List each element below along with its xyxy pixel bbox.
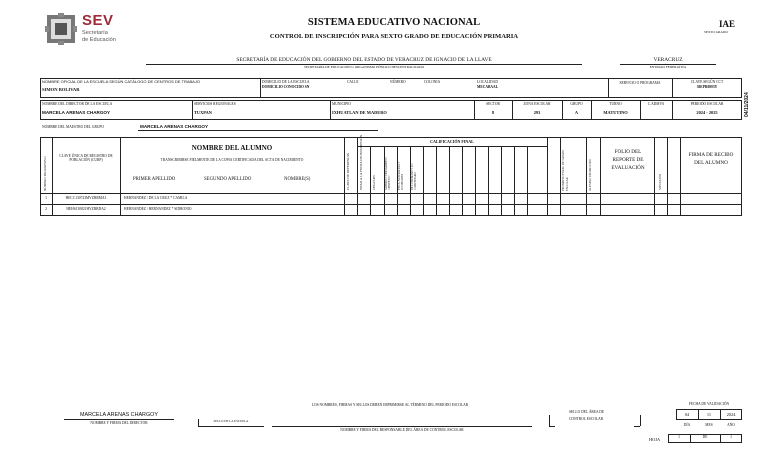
school-name-label: NOMBRE OFICIAL DE LA ESCUELA SEGÚN CATÁLOGO DE CENTROS DE TRABAJO [42,79,200,84]
sev-logo-line2: de Educación [82,37,116,43]
sev-logo-line1: Secretaría [82,30,108,36]
curp-header: CLAVE ÚNICA DE REGISTRO DE POBLACIÓN (CURP) [59,154,113,162]
sev-logo-text: SEV [82,12,114,29]
cct-label: CLAVE SEGÚN CCT [690,80,724,84]
school-seal-caption: SELLO DE LA ESCUELA [213,419,249,423]
student-header: NOMBRE DEL ALUMNO [191,144,273,152]
validation-month: 11 [706,412,712,417]
colony-label: COLONIA [424,80,441,84]
zone-label: ZONA ESCOLAR [523,102,551,106]
sev-logo [44,12,134,52]
municipality-label: MUNICIPIO [332,102,351,106]
row-2-name: HERNANDEZ / HERNANDEZ * SIDRONIO [124,207,192,211]
admin-label: C.ADMVA [647,102,665,106]
municipality-value: IXHUATLAN DE MADERO [332,110,387,115]
control-signature-caption: NOMBRE Y FIRMA DEL RESPONSABLE DEL ÁREA DE CONTROL ESCOLAR [340,428,464,432]
director-signature-name: MARCELA ARENAS CHARGOY [80,412,158,418]
form-code: IAE [719,19,736,29]
state-name: VERACRUZ [653,57,683,63]
teacher-value: MARCELA ARENAS CHARGOY [140,124,209,129]
first-surname-header: PRIMER APELLIDO [133,177,176,182]
service-label: SERVICIO O PROGRAMA [619,81,661,85]
row-1-num: 1 [45,196,47,200]
month-label: MES [705,423,713,427]
day-label: DÍA [683,423,691,427]
director-signature-caption: NOMBRE Y FIRMA DEL DIRECTOR [90,421,148,425]
sheet-num: 1 [678,435,680,439]
promoted-header: ALUMNO PROMOVIDO [588,158,592,191]
zone-value: 293 [533,110,541,115]
shift-label: TURNO [609,102,622,106]
folio-header: FOLIO DEL REPORTE DE EVALUACIÓN [611,149,645,171]
street-label: CALLE [347,80,359,84]
situation-header: SITUACIÓN [658,173,662,190]
agency-caption: SECRETARÍA DE EDUCACIÓN U ORGANISMO PÚBLICO DESCENTRALIZADO [303,65,425,69]
grades-header: CALIFICACIÓN FINAL [430,139,474,144]
side-date: 04/11/2024 [744,92,750,117]
number-label: NÚMERO [390,80,406,84]
footer-note: LOS NOMBRES, FIRMAS Y SELLOS DEBEN IMPRIMIRSE AL TÉRMINO DEL PERIODO ESCOLAR [311,403,469,407]
period-value: 2024 - 2025 [696,110,718,115]
sheet-total: 1 [730,435,732,439]
shift-value: MATUTINO [603,110,628,115]
director-value: MARCELA ARENAS CHARGOY [42,110,111,115]
address-value: DOMICILIO CONOCIDO SN [262,85,310,89]
second-surname-header: SEGUNDO APELLIDO [204,177,252,182]
ref-key-header: CLAVE DE REFERENCIA [346,153,350,190]
school-name: SIMON BOLIVAR [42,87,80,92]
row-2-num: 2 [45,207,47,211]
page-title: SISTEMA EDUCATIVO NACIONAL [307,17,481,28]
page-subtitle: CONTROL DE INSCRIPCIÓN PARA SEXTO GRADO DE EDUCACIÓN PRIMARIA [269,33,519,40]
validation-year: 2024 [726,412,736,417]
state-caption: ENTIDAD FEDERATIVA [649,65,687,69]
area-seal-2: CONTROL ESCOLAR [569,417,604,421]
validation-label: FECHA DE VALIDACIÓN [688,402,730,406]
grade-col-1: LENGUAJES [373,175,376,190]
sheet-label: HOJA [649,437,661,442]
cct-value: 30EPR0803Y [696,85,718,89]
group-value: A [574,110,579,115]
sheet-of: DE [702,435,708,439]
locality-label: LOCALIDAD [477,80,498,84]
regional-label: SERVICIOS REGIONALES [194,102,236,106]
signature-header: FIRMA DE RECIBO DEL ALUMNO [688,152,734,166]
age-header: EDAD A LA FECHA DE INSCRIPCIÓN [359,134,363,190]
row-1-name: HERNANDEZ / DE LA CRUZ * CAMILA [124,196,188,200]
student-note: TRANSCRIBIRSE FIELMENTE DE LA COPIA CERTIFICADA DEL ACTA DE NACIMIENTO [160,158,304,162]
agency-name: SECRETARÍA DE EDUCACIÓN DEL GOBIERNO DEL ESTADO DE VERACRUZ DE IGNACIO DE LA LLAVE [236,57,492,63]
sector-value: 8 [491,110,495,115]
num-header: NÚMERO PROGRESIVO [43,156,47,191]
average-header: PROMEDIO FINAL DE GRADO ESCOLAR [561,149,569,191]
locality-value: MECABAAL [477,85,498,89]
director-label: NOMBRE DEL DIRECTOR DE LA ESCUELA [42,102,113,106]
grade-col-3: ÉTICA, NATURALEZA Y SOCIEDADES [398,161,404,190]
form-code-sub: SEXTO GRADO [704,30,728,34]
grade-col-4: DE LO HUMANO Y LO COMUNITARIO [411,163,417,190]
validation-day: 04 [684,412,690,417]
names-header: NOMBRE(S) [284,177,311,182]
grade-col-2: SABERES Y PENSAMIENTO CIENTÍFICO [385,157,391,190]
group-label: GRUPO [570,102,583,106]
teacher-label: NOMBRE DEL MAESTRO DEL GRUPO [42,125,105,129]
row-2-curp: HEHS130821HVZRRDA2 [66,207,106,211]
year-label: AÑO [727,423,735,427]
coat-of-arms-icon [44,12,78,46]
area-seal-1: SELLO DEL ÁREA DE [569,410,605,414]
address-label: DOMICILIO DE LA ESCUELA [262,80,310,84]
sector-label: SECTOR [486,102,500,106]
regional-value: TUXPAN [194,110,212,115]
row-1-curp: HECC130723MVZRRMA1 [65,196,107,200]
period-label: PERIODO ESCOLAR [690,102,724,106]
